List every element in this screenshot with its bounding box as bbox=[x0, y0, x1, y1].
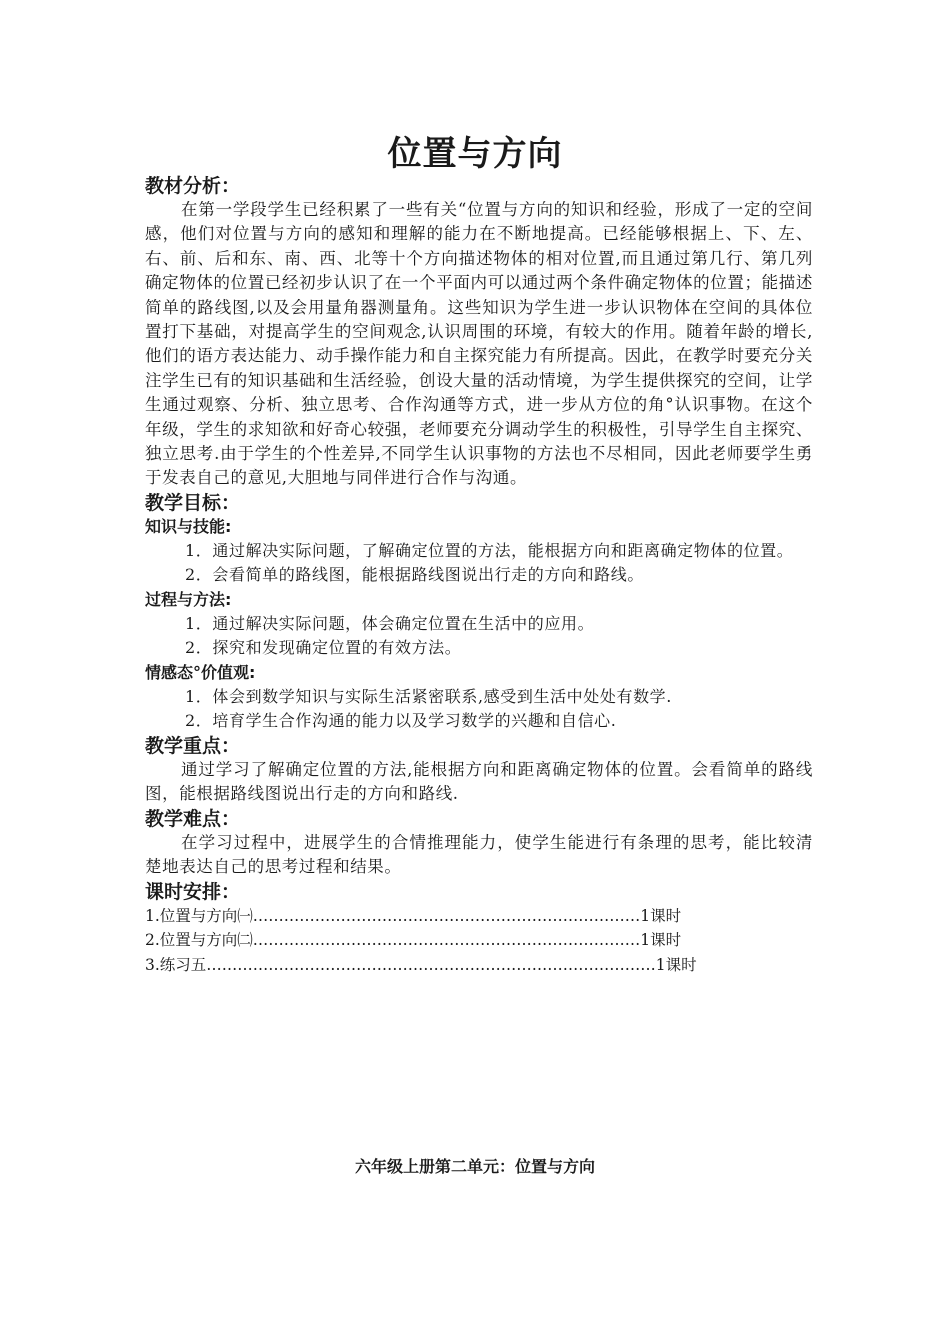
schedule-row-3: 3.练习五……………………………………………………………………………1课时 bbox=[145, 955, 697, 974]
process-heading: 过程与方法: bbox=[145, 589, 232, 609]
analysis-heading: 教材分析： bbox=[145, 175, 241, 197]
process-item-1: 1．通过解决实际问题，体会确定位置在生活中的应用。 bbox=[185, 613, 595, 633]
knowledge-item-2: 2．会看简单的路线图，能根据路线图说出行走的方向和路线。 bbox=[185, 565, 644, 585]
schedule-heading: 课时安排： bbox=[145, 880, 241, 903]
document-body bbox=[145, 174, 813, 977]
schedule-row-1: 1.位置与方向㈠…………………………………………………………………1课时 bbox=[145, 906, 682, 925]
key-points-text: 通过学习了解确定位置的方法,能根据方向和距离确定物体的位置。会看简单的路线图，能根据路线图说出行走的方向和路线. bbox=[145, 759, 813, 804]
key-points-heading: 教学重点： bbox=[145, 734, 241, 757]
difficulties-heading: 教学难点： bbox=[145, 807, 241, 830]
page-title: 位置与方向 bbox=[387, 134, 563, 174]
knowledge-item-1: 1．通过解决实际问题，了解确定位置的方法，能根据方向和距离确定物体的位置。 bbox=[185, 540, 794, 560]
difficulties-text: 在学习过程中，进展学生的合情推理能力，使学生能进行有条理的思考，能比较清楚地表达自己的思考过程和结果。 bbox=[145, 832, 813, 877]
process-item-2: 2．探究和发现确定位置的有效方法。 bbox=[185, 638, 462, 658]
attitude-item-1: 1．体会到数学知识与实际生活紧密联系,感受到生活中处处有数学. bbox=[185, 686, 672, 706]
unit-footer: 六年级上册第二单元：位置与方向 bbox=[354, 1157, 595, 1176]
schedule-row-2: 2.位置与方向㈡…………………………………………………………………1课时 bbox=[145, 931, 682, 949]
analysis-text: 在第一学段学生已经积累了一些有关“位置与方向的知识和经验，形成了一定的空间感，他们对位置与方向的感知和理解的能力在不断地提高。已经能够根据上、下、左、右、前、后和东、南、西、北等十个方向描述物体的相对位置,而且通过第几行、第几列确定物体的位置已经初步认识了在一个平面内可以通过两个条件确定物体的位置；能描述简单的路线图,以及会用量角器测量角。这些知识为学生进一步认识物体在空间的具体位置打下基础，对提高学生的空间观念,认识周围的环境，有较大的作用。随着年龄的增长,他们的语方表达能力、动手操作能力和自主探究能力有所提高。因此，在教学时要充分关注学生已有的知识基础和生活经验，创设大量的活动情境，为学生提供探究的空间，让学生通过观察、分析、独立思考、合作沟通等方式，进一步从方位的角°认识事物。在这个年级，学生的求知欲和好奇心较强，老师要充分调动学生的积极性，引导学生自主探究、独立思考.由于学生的个性差异,不同学生认识事物的方法也不尽相同，因此老师要学生勇于发表自己的意见,大胆地与同伴进行合作与沟通。 bbox=[145, 200, 813, 488]
knowledge-heading: 知识与技能: bbox=[145, 516, 232, 536]
goals-heading: 教学目标： bbox=[145, 491, 241, 514]
attitude-item-2: 2．培育学生合作沟通的能力以及学习数学的兴趣和自信心. bbox=[185, 711, 617, 731]
attitude-heading: 情感态°价值观: bbox=[145, 662, 256, 682]
